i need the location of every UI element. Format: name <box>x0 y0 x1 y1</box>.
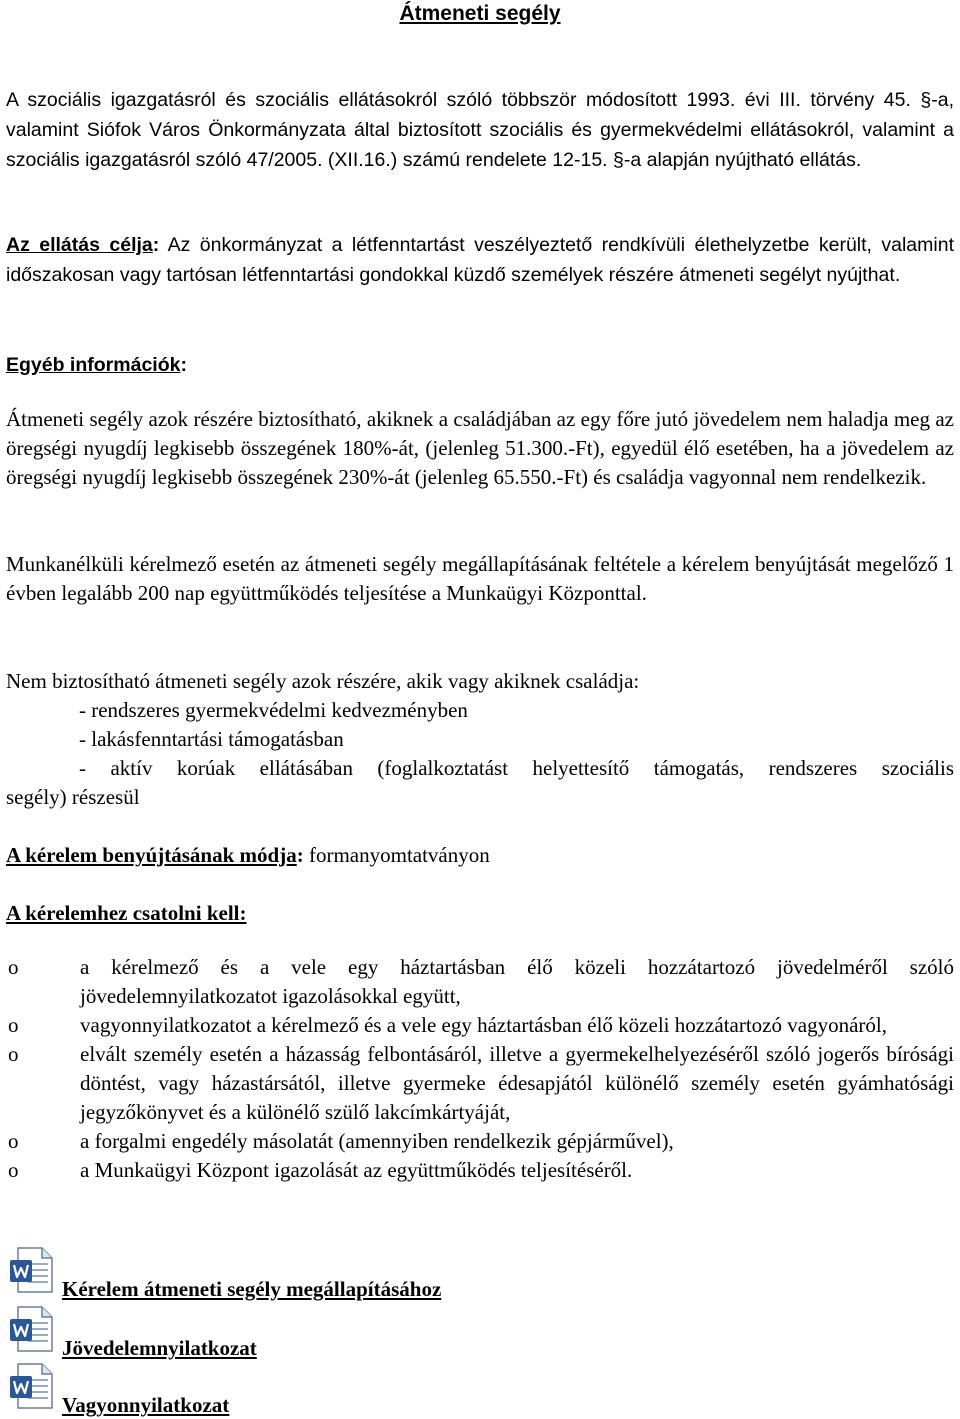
purpose-text: Az önkormányzat a létfenntartást veszélyeztető rendkívüli élethelyzetbe került, valamint időszakosan vagy tartósan létfenntartási gondokkal küzdő személyek részére átmeneti segélyt nyújthat. <box>6 234 954 286</box>
not-eligible-item: - lakásfenntartási támogatásban <box>79 727 344 751</box>
submission-method <box>6 841 490 870</box>
download-link-income-statement[interactable] <box>8 1305 608 1361</box>
attachments-heading <box>6 899 247 928</box>
bullet-marker: o <box>8 1129 19 1153</box>
word-document-icon <box>8 1305 56 1353</box>
word-document-icon <box>8 1362 56 1410</box>
word-document-icon <box>8 1246 56 1294</box>
page-title: Átmeneti segély <box>399 2 561 25</box>
attachments-list <box>6 953 954 1185</box>
list-item: o a forgalmi engedély másolatát (amennyiben rendelkezik gépjárművel), <box>6 1127 954 1156</box>
list-item: o a kérelmező és a vele egy háztartásban élő közeli hozzátartozó jövedelméről szóló jövedelemnyilatkozatot igazolásokkal együtt, <box>8 955 954 1008</box>
submission-method-label: A kérelem benyújtásának módja <box>6 843 297 867</box>
other-info-heading <box>6 350 187 380</box>
list-item: o a Munkaügyi Központ igazolását az együttműködés teljesítéséről. <box>6 1156 954 1185</box>
bullet-marker: o <box>8 1013 19 1037</box>
attachments-label: A kérelemhez csatolni kell: <box>6 901 247 925</box>
not-eligible-item: - aktív korúak ellátásában (foglalkoztatást helyettesítő támogatás, rendszeres szociális <box>79 756 954 780</box>
not-eligible-item: - rendszeres gyermekvédelmi kedvezményben <box>79 698 468 722</box>
bullet-marker: o <box>8 955 19 979</box>
download-link-label[interactable]: Jövedelemnyilatkozat <box>62 1336 257 1360</box>
submission-method-value: formanyomtatványon <box>303 843 490 867</box>
info-paragraph-2: Munkanélküli kérelmező esetén az átmeneti segély megállapításának feltétele a kérelem benyújtását megelőző 1 évben legalább 200 nap együttműködés teljesítése a Munkaügyi Központtal. <box>6 552 954 605</box>
bullet-marker: o <box>8 1158 19 1182</box>
bullet-marker: o <box>8 1042 19 1066</box>
info-paragraph-1: Átmeneti segély azok részére biztosítható, akiknek a családjában az egy főre jutó jövedelem nem haladja meg az öregségi nyugdíj legkisebb összegének 180%-át, (jelenleg 51.300.-Ft), egyedül élő esetében, ha a jövedelem az öregségi nyugdíj legkisebb összegének 230%-át (jelenleg 65.550.-Ft) és családja vagyonnal nem rendelkezik. <box>6 407 954 489</box>
purpose-colon: : <box>152 234 160 256</box>
intro-paragraph: A szociális igazgatásról és szociális ellátásokról szóló többször módosított 1993. évi III. törvény 45. §-a, valamint Siófok Város Önkormányzata által biztosított szociális és gyermekvédelmi ellátásokról, valamint a szociális igazgatásról szóló 47/2005. (XII.16.) számú rendelete 12-15. §-a alapján nyújtható ellátás. <box>6 89 954 171</box>
purpose-paragraph <box>6 230 954 290</box>
other-info-colon: : <box>180 354 187 376</box>
download-link-application[interactable] <box>8 1246 608 1302</box>
download-link-asset-statement[interactable] <box>8 1362 608 1418</box>
list-item: o vagyonnyilatkozatot a kérelmező és a vele egy háztartásban élő közeli hozzátartozó vagyonáról, <box>6 1011 954 1040</box>
download-link-label[interactable]: Kérelem átmeneti segély megállapításához <box>62 1277 442 1301</box>
not-eligible-tail: segély) részesül <box>6 785 140 809</box>
purpose-label: Az ellátás célja <box>6 234 153 256</box>
other-info-label: Egyéb információk <box>6 354 181 376</box>
download-link-label[interactable]: Vagyonnyilatkozat <box>62 1393 230 1417</box>
not-eligible-intro: Nem biztosítható átmeneti segély azok részére, akik vagy akiknek családja: <box>6 669 640 693</box>
submission-method-colon: : <box>296 843 304 867</box>
list-item: o elvált személy esetén a házasság felbontásáról, illetve a gyermekelhelyezéséről szóló jogerős bírósági döntést, vagy házastársától, illetve gyermeke édesapjától különélő személy esetén gyámhatósági jegyzőkönyvet és a különélő szülő lakcímkártyáját, <box>8 1042 954 1124</box>
